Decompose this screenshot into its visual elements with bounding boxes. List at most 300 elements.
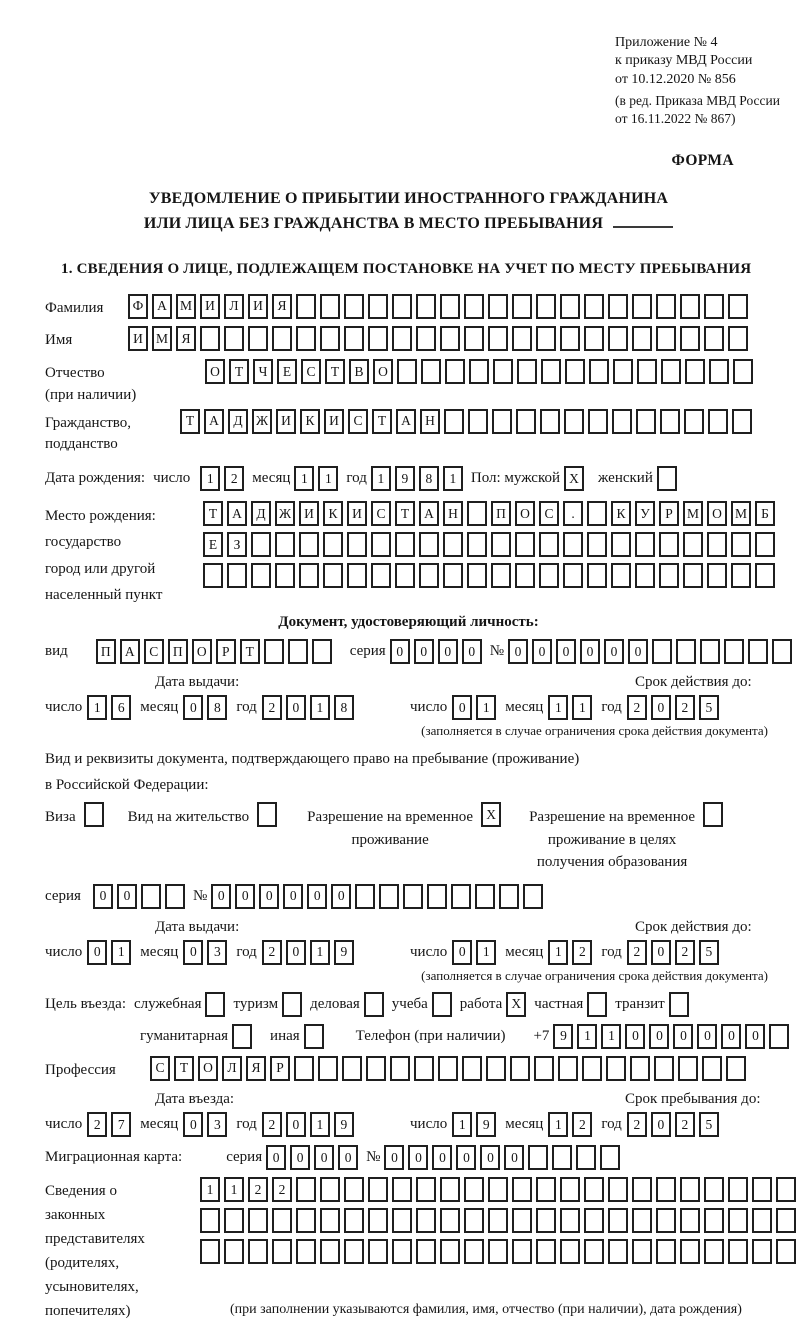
- char-cell[interactable]: 1: [371, 466, 391, 491]
- char-cell[interactable]: [344, 326, 364, 351]
- char-cell[interactable]: Ф: [128, 294, 148, 319]
- char-cell[interactable]: [440, 326, 460, 351]
- char-cell[interactable]: [584, 1239, 604, 1264]
- char-cell[interactable]: 9: [334, 940, 354, 965]
- birth-month-grid[interactable]: [294, 466, 342, 491]
- residence-permit-checkbox[interactable]: [257, 802, 281, 827]
- char-cell[interactable]: [444, 409, 464, 434]
- char-cell[interactable]: [416, 326, 436, 351]
- char-cell[interactable]: [323, 563, 343, 588]
- char-cell[interactable]: [636, 409, 656, 434]
- birth-year-grid[interactable]: [371, 466, 467, 491]
- char-cell[interactable]: [462, 1056, 482, 1081]
- char-cell[interactable]: [707, 563, 727, 588]
- char-cell[interactable]: [611, 532, 631, 557]
- char-cell[interactable]: [635, 563, 655, 588]
- char-cell[interactable]: [438, 1056, 458, 1081]
- char-cell[interactable]: [563, 563, 583, 588]
- char-cell[interactable]: [680, 1177, 700, 1202]
- char-cell[interactable]: 1: [111, 940, 131, 965]
- char-cell[interactable]: 1: [443, 466, 463, 491]
- purpose-tourism-checkbox[interactable]: [282, 992, 306, 1017]
- doc-series-grid[interactable]: [390, 639, 486, 664]
- char-cell[interactable]: [589, 359, 609, 384]
- char-cell[interactable]: Я: [272, 294, 292, 319]
- char-cell[interactable]: [654, 1056, 674, 1081]
- residence-valid-month-grid[interactable]: [548, 940, 596, 965]
- sex-male-checkbox[interactable]: [564, 466, 588, 491]
- char-cell[interactable]: [371, 532, 391, 557]
- char-cell[interactable]: 0: [625, 1024, 645, 1049]
- char-cell[interactable]: 2: [572, 1112, 592, 1137]
- doc-issue-month-grid[interactable]: [183, 695, 231, 720]
- char-cell[interactable]: 0: [480, 1145, 500, 1170]
- purpose-humanitarian-checkbox[interactable]: [232, 1024, 256, 1049]
- char-cell[interactable]: 1: [548, 695, 568, 720]
- char-cell[interactable]: 0: [438, 639, 458, 664]
- char-cell[interactable]: 1: [200, 466, 220, 491]
- char-cell[interactable]: 1: [577, 1024, 597, 1049]
- char-cell[interactable]: П: [491, 501, 511, 526]
- char-cell[interactable]: [608, 294, 628, 319]
- char-cell[interactable]: 1: [310, 1112, 330, 1137]
- char-cell[interactable]: [608, 326, 628, 351]
- char-cell[interactable]: [445, 359, 465, 384]
- migration-series-grid[interactable]: [266, 1145, 362, 1170]
- char-cell[interactable]: 2: [262, 695, 282, 720]
- char-cell[interactable]: [443, 563, 463, 588]
- char-cell[interactable]: М: [176, 294, 196, 319]
- sex-female-checkbox[interactable]: [657, 466, 681, 491]
- char-cell[interactable]: И: [128, 326, 148, 351]
- char-cell[interactable]: [395, 532, 415, 557]
- char-cell[interactable]: [683, 532, 703, 557]
- char-cell[interactable]: М: [152, 326, 172, 351]
- char-cell[interactable]: [248, 326, 268, 351]
- char-cell[interactable]: Т: [174, 1056, 194, 1081]
- char-cell[interactable]: [368, 1177, 388, 1202]
- char-cell[interactable]: [587, 992, 607, 1017]
- char-cell[interactable]: [443, 532, 463, 557]
- char-cell[interactable]: [499, 884, 519, 909]
- char-cell[interactable]: 0: [183, 940, 203, 965]
- purpose-private-checkbox[interactable]: [587, 992, 611, 1017]
- char-cell[interactable]: 8: [419, 466, 439, 491]
- char-cell[interactable]: [704, 1177, 724, 1202]
- char-cell[interactable]: [523, 884, 543, 909]
- char-cell[interactable]: З: [227, 532, 247, 557]
- visa-checkbox[interactable]: [84, 802, 108, 827]
- char-cell[interactable]: [704, 1239, 724, 1264]
- char-cell[interactable]: 2: [675, 940, 695, 965]
- residence-number-grid[interactable]: [211, 884, 547, 909]
- char-cell[interactable]: [395, 563, 415, 588]
- char-cell[interactable]: А: [204, 409, 224, 434]
- char-cell[interactable]: 1: [318, 466, 338, 491]
- char-cell[interactable]: В: [349, 359, 369, 384]
- char-cell[interactable]: [390, 1056, 410, 1081]
- stay-day-grid[interactable]: [452, 1112, 500, 1137]
- char-cell[interactable]: [517, 359, 537, 384]
- char-cell[interactable]: [685, 359, 705, 384]
- char-cell[interactable]: [467, 563, 487, 588]
- char-cell[interactable]: 0: [183, 1112, 203, 1137]
- char-cell[interactable]: X: [481, 802, 501, 827]
- char-cell[interactable]: [272, 1239, 292, 1264]
- char-cell[interactable]: [660, 409, 680, 434]
- char-cell[interactable]: [440, 1208, 460, 1233]
- birthplace-row3-grid[interactable]: [203, 563, 779, 588]
- residence-issue-year-grid[interactable]: [262, 940, 358, 965]
- char-cell[interactable]: 0: [651, 1112, 671, 1137]
- char-cell[interactable]: 0: [651, 695, 671, 720]
- char-cell[interactable]: [528, 1145, 548, 1170]
- birth-day-grid[interactable]: [200, 466, 248, 491]
- char-cell[interactable]: [272, 1208, 292, 1233]
- char-cell[interactable]: 3: [207, 1112, 227, 1137]
- char-cell[interactable]: [299, 563, 319, 588]
- char-cell[interactable]: X: [564, 466, 584, 491]
- char-cell[interactable]: [296, 1239, 316, 1264]
- char-cell[interactable]: [251, 563, 271, 588]
- char-cell[interactable]: [552, 1145, 572, 1170]
- char-cell[interactable]: [560, 326, 580, 351]
- char-cell[interactable]: [344, 294, 364, 319]
- char-cell[interactable]: [755, 532, 775, 557]
- char-cell[interactable]: О: [205, 359, 225, 384]
- char-cell[interactable]: [468, 409, 488, 434]
- char-cell[interactable]: Ж: [252, 409, 272, 434]
- char-cell[interactable]: [512, 1239, 532, 1264]
- char-cell[interactable]: Т: [229, 359, 249, 384]
- char-cell[interactable]: [141, 884, 161, 909]
- entry-month-grid[interactable]: [183, 1112, 231, 1137]
- char-cell[interactable]: 0: [452, 940, 472, 965]
- char-cell[interactable]: 0: [93, 884, 113, 909]
- char-cell[interactable]: 2: [675, 1112, 695, 1137]
- char-cell[interactable]: [467, 532, 487, 557]
- doc-issue-day-grid[interactable]: [87, 695, 135, 720]
- representatives-row1-grid[interactable]: [200, 1177, 800, 1202]
- char-cell[interactable]: [264, 639, 284, 664]
- char-cell[interactable]: [700, 639, 720, 664]
- char-cell[interactable]: 2: [262, 940, 282, 965]
- char-cell[interactable]: [536, 1208, 556, 1233]
- char-cell[interactable]: [440, 294, 460, 319]
- residence-valid-year-grid[interactable]: [627, 940, 723, 965]
- char-cell[interactable]: [304, 1024, 324, 1049]
- char-cell[interactable]: Т: [180, 409, 200, 434]
- char-cell[interactable]: С: [371, 501, 391, 526]
- migration-number-grid[interactable]: [384, 1145, 624, 1170]
- char-cell[interactable]: [272, 326, 292, 351]
- representatives-row2-grid[interactable]: [200, 1208, 800, 1233]
- char-cell[interactable]: 1: [87, 695, 107, 720]
- char-cell[interactable]: 2: [572, 940, 592, 965]
- char-cell[interactable]: [488, 1208, 508, 1233]
- char-cell[interactable]: [588, 409, 608, 434]
- char-cell[interactable]: [656, 1239, 676, 1264]
- char-cell[interactable]: [475, 884, 495, 909]
- char-cell[interactable]: 1: [572, 695, 592, 720]
- char-cell[interactable]: [755, 563, 775, 588]
- char-cell[interactable]: 1: [310, 940, 330, 965]
- char-cell[interactable]: [608, 1208, 628, 1233]
- char-cell[interactable]: 0: [452, 695, 472, 720]
- char-cell[interactable]: [752, 1239, 772, 1264]
- char-cell[interactable]: 1: [601, 1024, 621, 1049]
- char-cell[interactable]: [342, 1056, 362, 1081]
- char-cell[interactable]: [312, 639, 332, 664]
- char-cell[interactable]: [659, 532, 679, 557]
- char-cell[interactable]: [323, 532, 343, 557]
- char-cell[interactable]: [296, 326, 316, 351]
- char-cell[interactable]: [728, 1177, 748, 1202]
- char-cell[interactable]: [776, 1208, 796, 1233]
- doc-valid-year-grid[interactable]: [627, 695, 723, 720]
- char-cell[interactable]: 0: [408, 1145, 428, 1170]
- char-cell[interactable]: С: [348, 409, 368, 434]
- char-cell[interactable]: [344, 1177, 364, 1202]
- char-cell[interactable]: [632, 326, 652, 351]
- char-cell[interactable]: [515, 532, 535, 557]
- char-cell[interactable]: [200, 326, 220, 351]
- char-cell[interactable]: [200, 1239, 220, 1264]
- char-cell[interactable]: [488, 294, 508, 319]
- char-cell[interactable]: 2: [627, 695, 647, 720]
- char-cell[interactable]: [587, 563, 607, 588]
- char-cell[interactable]: [632, 1208, 652, 1233]
- char-cell[interactable]: О: [373, 359, 393, 384]
- char-cell[interactable]: 0: [338, 1145, 358, 1170]
- char-cell[interactable]: А: [396, 409, 416, 434]
- char-cell[interactable]: 0: [580, 639, 600, 664]
- char-cell[interactable]: 1: [200, 1177, 220, 1202]
- char-cell[interactable]: [491, 563, 511, 588]
- char-cell[interactable]: [630, 1056, 650, 1081]
- char-cell[interactable]: Ж: [275, 501, 295, 526]
- char-cell[interactable]: 5: [699, 695, 719, 720]
- char-cell[interactable]: С: [301, 359, 321, 384]
- char-cell[interactable]: X: [506, 992, 526, 1017]
- char-cell[interactable]: [224, 326, 244, 351]
- char-cell[interactable]: [656, 294, 676, 319]
- char-cell[interactable]: 0: [211, 884, 231, 909]
- char-cell[interactable]: [733, 359, 753, 384]
- char-cell[interactable]: [488, 1177, 508, 1202]
- char-cell[interactable]: [299, 532, 319, 557]
- char-cell[interactable]: П: [96, 639, 116, 664]
- char-cell[interactable]: [536, 326, 556, 351]
- char-cell[interactable]: [776, 1239, 796, 1264]
- char-cell[interactable]: [224, 1208, 244, 1233]
- char-cell[interactable]: [275, 532, 295, 557]
- char-cell[interactable]: Р: [659, 501, 679, 526]
- purpose-study-checkbox[interactable]: [432, 992, 456, 1017]
- char-cell[interactable]: [657, 466, 677, 491]
- char-cell[interactable]: Я: [246, 1056, 266, 1081]
- purpose-business-checkbox[interactable]: [364, 992, 388, 1017]
- phone-grid[interactable]: [553, 1024, 793, 1049]
- char-cell[interactable]: [203, 563, 223, 588]
- char-cell[interactable]: [564, 409, 584, 434]
- entry-day-grid[interactable]: [87, 1112, 135, 1137]
- char-cell[interactable]: [368, 326, 388, 351]
- char-cell[interactable]: [392, 1177, 412, 1202]
- char-cell[interactable]: [606, 1056, 626, 1081]
- char-cell[interactable]: [491, 532, 511, 557]
- char-cell[interactable]: [368, 1239, 388, 1264]
- char-cell[interactable]: [656, 1208, 676, 1233]
- char-cell[interactable]: 2: [224, 466, 244, 491]
- char-cell[interactable]: И: [299, 501, 319, 526]
- char-cell[interactable]: 2: [87, 1112, 107, 1137]
- char-cell[interactable]: [467, 501, 487, 526]
- char-cell[interactable]: [379, 884, 399, 909]
- char-cell[interactable]: 0: [259, 884, 279, 909]
- char-cell[interactable]: К: [300, 409, 320, 434]
- char-cell[interactable]: 5: [699, 1112, 719, 1137]
- char-cell[interactable]: [541, 359, 561, 384]
- char-cell[interactable]: 0: [508, 639, 528, 664]
- char-cell[interactable]: 0: [390, 639, 410, 664]
- char-cell[interactable]: [772, 639, 792, 664]
- char-cell[interactable]: Т: [372, 409, 392, 434]
- char-cell[interactable]: А: [152, 294, 172, 319]
- char-cell[interactable]: [344, 1208, 364, 1233]
- char-cell[interactable]: Е: [203, 532, 223, 557]
- char-cell[interactable]: [347, 563, 367, 588]
- char-cell[interactable]: 2: [272, 1177, 292, 1202]
- char-cell[interactable]: С: [150, 1056, 170, 1081]
- char-cell[interactable]: М: [731, 501, 751, 526]
- edu-residence-checkbox[interactable]: [703, 802, 727, 827]
- char-cell[interactable]: С: [539, 501, 559, 526]
- char-cell[interactable]: 2: [627, 940, 647, 965]
- char-cell[interactable]: 0: [556, 639, 576, 664]
- char-cell[interactable]: [320, 326, 340, 351]
- char-cell[interactable]: 0: [456, 1145, 476, 1170]
- char-cell[interactable]: [224, 1239, 244, 1264]
- char-cell[interactable]: [440, 1177, 460, 1202]
- char-cell[interactable]: 1: [476, 695, 496, 720]
- char-cell[interactable]: [469, 359, 489, 384]
- residence-series-grid[interactable]: [93, 884, 189, 909]
- char-cell[interactable]: [403, 884, 423, 909]
- char-cell[interactable]: [364, 992, 384, 1017]
- firstname-grid[interactable]: [128, 326, 752, 351]
- char-cell[interactable]: Н: [420, 409, 440, 434]
- char-cell[interactable]: 1: [548, 940, 568, 965]
- char-cell[interactable]: [200, 1208, 220, 1233]
- char-cell[interactable]: Д: [251, 501, 271, 526]
- char-cell[interactable]: Р: [216, 639, 236, 664]
- doc-valid-day-grid[interactable]: [452, 695, 500, 720]
- char-cell[interactable]: Л: [224, 294, 244, 319]
- char-cell[interactable]: [416, 1239, 436, 1264]
- char-cell[interactable]: 3: [207, 940, 227, 965]
- char-cell[interactable]: И: [248, 294, 268, 319]
- char-cell[interactable]: 0: [462, 639, 482, 664]
- char-cell[interactable]: [368, 294, 388, 319]
- char-cell[interactable]: [584, 326, 604, 351]
- char-cell[interactable]: 0: [721, 1024, 741, 1049]
- char-cell[interactable]: 0: [745, 1024, 765, 1049]
- char-cell[interactable]: [427, 884, 447, 909]
- char-cell[interactable]: [288, 639, 308, 664]
- char-cell[interactable]: [282, 992, 302, 1017]
- char-cell[interactable]: [728, 294, 748, 319]
- char-cell[interactable]: [512, 1208, 532, 1233]
- char-cell[interactable]: [769, 1024, 789, 1049]
- char-cell[interactable]: [248, 1239, 268, 1264]
- char-cell[interactable]: 8: [207, 695, 227, 720]
- char-cell[interactable]: 9: [553, 1024, 573, 1049]
- char-cell[interactable]: [661, 359, 681, 384]
- stay-month-grid[interactable]: [548, 1112, 596, 1137]
- char-cell[interactable]: 0: [286, 940, 306, 965]
- surname-grid[interactable]: [128, 294, 752, 319]
- char-cell[interactable]: [539, 563, 559, 588]
- char-cell[interactable]: [652, 639, 672, 664]
- char-cell[interactable]: [464, 1208, 484, 1233]
- char-cell[interactable]: [584, 1208, 604, 1233]
- char-cell[interactable]: А: [120, 639, 140, 664]
- char-cell[interactable]: [451, 884, 471, 909]
- char-cell[interactable]: 0: [414, 639, 434, 664]
- purpose-official-checkbox[interactable]: [205, 992, 229, 1017]
- char-cell[interactable]: 5: [699, 940, 719, 965]
- char-cell[interactable]: 0: [307, 884, 327, 909]
- char-cell[interactable]: [704, 326, 724, 351]
- char-cell[interactable]: [416, 1177, 436, 1202]
- char-cell[interactable]: И: [347, 501, 367, 526]
- char-cell[interactable]: [486, 1056, 506, 1081]
- char-cell[interactable]: 0: [651, 940, 671, 965]
- char-cell[interactable]: Т: [203, 501, 223, 526]
- char-cell[interactable]: [296, 1177, 316, 1202]
- char-cell[interactable]: [366, 1056, 386, 1081]
- char-cell[interactable]: [371, 563, 391, 588]
- profession-grid[interactable]: [150, 1056, 750, 1081]
- char-cell[interactable]: 0: [183, 695, 203, 720]
- char-cell[interactable]: [752, 1177, 772, 1202]
- char-cell[interactable]: [432, 992, 452, 1017]
- char-cell[interactable]: Л: [222, 1056, 242, 1081]
- char-cell[interactable]: [678, 1056, 698, 1081]
- purpose-transit-checkbox[interactable]: [669, 992, 693, 1017]
- char-cell[interactable]: [560, 1208, 580, 1233]
- char-cell[interactable]: 9: [476, 1112, 496, 1137]
- char-cell[interactable]: [558, 1056, 578, 1081]
- char-cell[interactable]: К: [323, 501, 343, 526]
- char-cell[interactable]: [708, 409, 728, 434]
- char-cell[interactable]: 2: [627, 1112, 647, 1137]
- char-cell[interactable]: 0: [432, 1145, 452, 1170]
- char-cell[interactable]: 0: [286, 695, 306, 720]
- purpose-other-checkbox[interactable]: [304, 1024, 328, 1049]
- char-cell[interactable]: 0: [87, 940, 107, 965]
- char-cell[interactable]: [613, 359, 633, 384]
- char-cell[interactable]: И: [276, 409, 296, 434]
- char-cell[interactable]: О: [515, 501, 535, 526]
- char-cell[interactable]: Б: [755, 501, 775, 526]
- residence-issue-day-grid[interactable]: [87, 940, 135, 965]
- char-cell[interactable]: О: [198, 1056, 218, 1081]
- char-cell[interactable]: [512, 1177, 532, 1202]
- char-cell[interactable]: [392, 1239, 412, 1264]
- char-cell[interactable]: 1: [452, 1112, 472, 1137]
